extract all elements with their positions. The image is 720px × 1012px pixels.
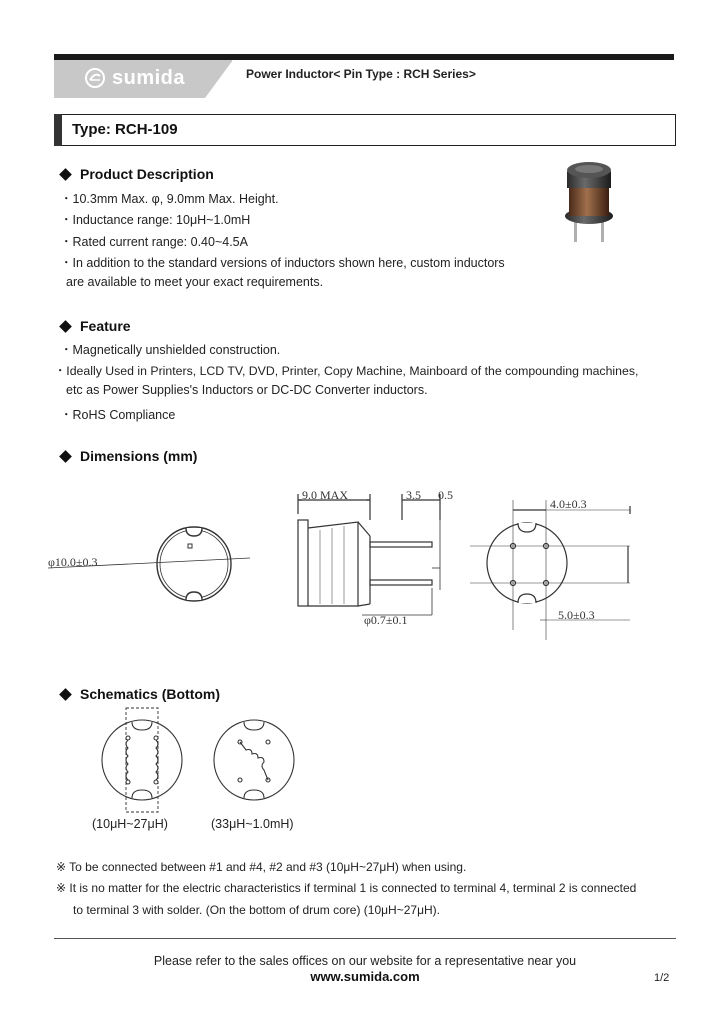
- diamond-bullet-icon: [59, 450, 72, 463]
- pitch-top-label: 4.0±0.3: [550, 497, 587, 511]
- feature-line-4: ・RoHS Compliance: [60, 408, 176, 422]
- pitch-side-label: 5.0±0.3: [558, 608, 595, 622]
- schematic-right: [214, 720, 294, 800]
- type-box-accent: [54, 114, 62, 146]
- page-title: Power Inductor< Pin Type : RCH Series>: [246, 67, 476, 81]
- bottom-view: [470, 500, 630, 640]
- diameter-label: φ10.0±0.3: [48, 555, 98, 569]
- desc-line-4: ・In addition to the standard versions of inductors shown here, custom inductors: [60, 256, 505, 270]
- diamond-bullet-icon: [59, 168, 72, 181]
- feature-heading: [58, 318, 131, 334]
- brand-name: sumida: [112, 66, 186, 89]
- dimensions-heading: [58, 448, 197, 464]
- lead-tolerance-label: 0.5: [438, 488, 453, 502]
- desc-line-3: ・Rated current range: 0.40~4.5A: [60, 235, 248, 249]
- feature-line-2: ・Ideally Used in Printers, LCD TV, DVD, Printer, Copy Machine, Mainboard of the compounding machines,: [54, 364, 639, 378]
- schematic-left: [102, 708, 182, 812]
- schematics-drawing: [96, 704, 316, 814]
- footer-sales-note: Please refer to the sales offices on our website for a representative near you: [153, 954, 577, 968]
- diamond-bullet-icon: [59, 320, 72, 333]
- schematic-caption-right: (33μH~1.0mH): [211, 817, 294, 831]
- desc-line-1: ・10.3mm Max. φ, 9.0mm Max. Height.: [60, 192, 279, 206]
- product-description-heading-text: Product Description: [80, 166, 214, 182]
- pin-diameter-label: φ0.7±0.1: [364, 613, 408, 627]
- desc-line-5: are available to meet your exact requirements.: [66, 275, 324, 289]
- schematic-caption-left: (10μH~27μH): [92, 817, 168, 831]
- dimensions-heading-text: Dimensions (mm): [80, 448, 198, 464]
- lead-length-label: 3.5: [406, 488, 421, 502]
- feature-line-3: etc as Power Supplies's Inductors or DC-DC Converter inductors.: [66, 383, 428, 397]
- schematics-heading-text: Schematics (Bottom): [80, 686, 221, 702]
- feature-line-1: ・Magnetically unshielded construction.: [60, 343, 281, 357]
- note-2: ※ It is no matter for the electric characteristics if terminal 1 is connected to terminal 4, terminal 2 is connected: [56, 881, 637, 895]
- schematics-heading: [58, 686, 220, 702]
- page-number: 1/2: [654, 972, 670, 984]
- side-view: [298, 494, 440, 615]
- product-description-heading: [58, 166, 214, 182]
- sumida-mark-icon: [84, 67, 106, 89]
- diamond-bullet-icon: [59, 688, 72, 701]
- footer-website-link[interactable]: www.sumida.com: [310, 969, 420, 984]
- height-label: 9.0 MAX: [302, 488, 349, 502]
- note-1: ※ To be connected between #1 and #4, #2 and #3 (10μH~27μH) when using.: [56, 860, 467, 874]
- note-3: to terminal 3 with solder. (On the bottom of drum core) (10μH~27μH).: [73, 903, 440, 917]
- feature-heading-text: Feature: [80, 318, 131, 334]
- dimensions-drawing: [40, 480, 680, 650]
- desc-line-2: ・Inductance range: 10μH~1.0mH: [60, 213, 251, 227]
- type-label: Type: RCH-109: [72, 121, 178, 138]
- header-band-slant: [205, 60, 233, 98]
- footer-rule: [54, 938, 676, 939]
- sumida-logo: [84, 66, 185, 90]
- product-photo: [558, 158, 620, 244]
